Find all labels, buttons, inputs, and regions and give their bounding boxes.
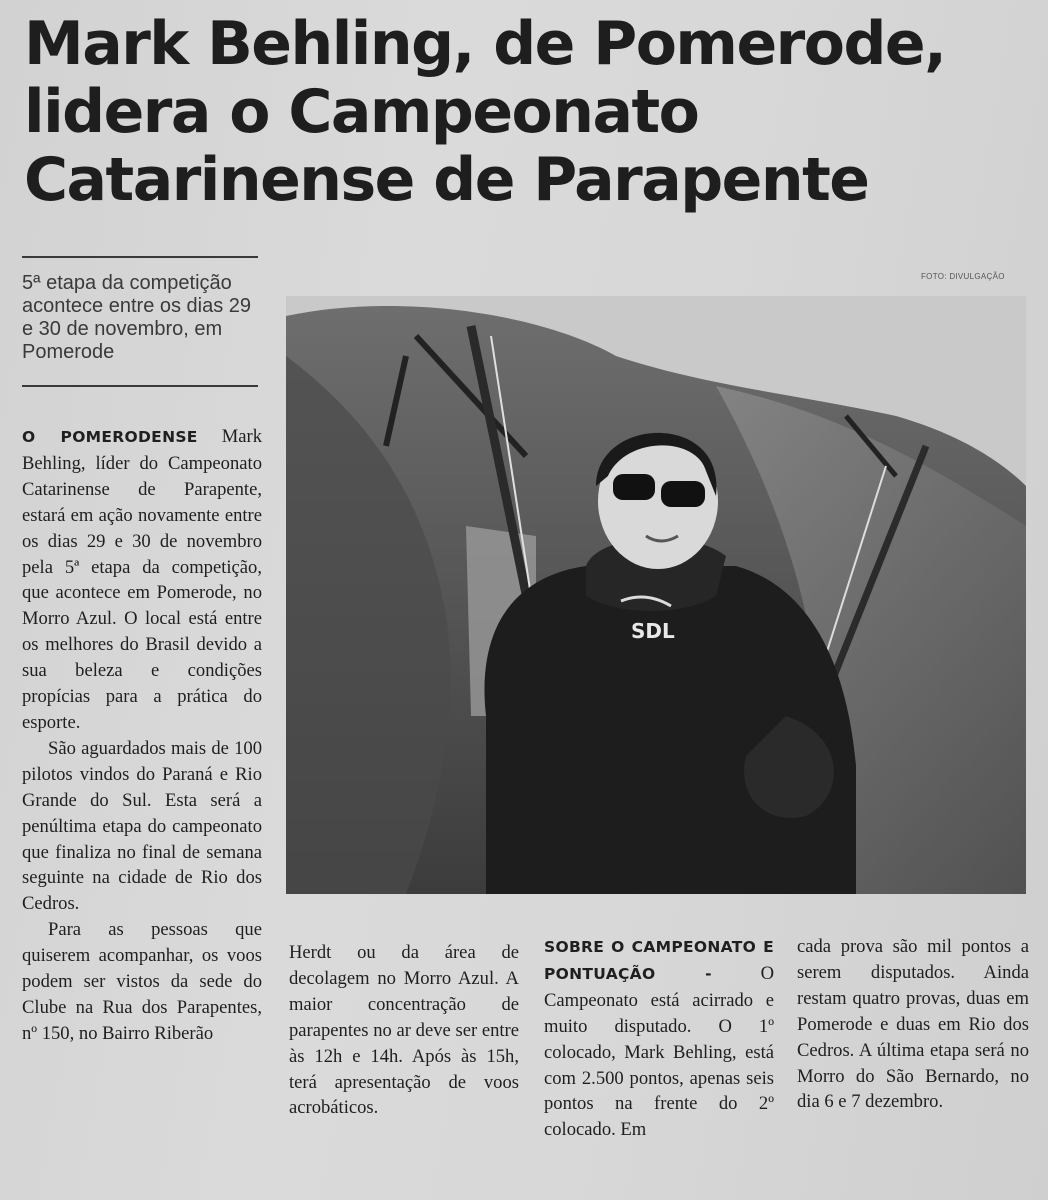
subhead: 5ª etapa da competição acontece entre os dias 29 e 30 de novembro, em Pomerode: [22, 272, 252, 363]
paragraph-1: Mark Behling, líder do Campeonato Catarinense de Parapente, estará em ação novamente entre os dias 29 e 30 de novembro pela 5ª etapa da competição, que acontece em Pomerode, no Morro Azul. O local está entre os melhores do Brasil devido a sua beleza e condições propícias para a prática do esporte.: [22, 426, 262, 733]
divider-top: [22, 256, 258, 258]
paraglider-photo: [286, 296, 1026, 894]
column-1: [22, 424, 262, 1047]
section-label: SOBRE O CAMPEONATO E PONTUAÇÃO -: [544, 938, 774, 983]
headline-line-2: lidera o Campeonato: [24, 77, 699, 147]
paragraph-2: São aguardados mais de 100 pilotos vindos do Paraná e Rio Grande do Sul. Esta será a penúltima etapa do campeonato que finaliza no final de semana seguinte na cidade de Rio dos Cedros.: [22, 737, 262, 915]
headline: [24, 10, 1014, 214]
headline-line-3: Catarinense de Parapente: [24, 145, 869, 215]
paragraph-4a: O Campeonato está acirrado e muito disputado. O 1º colocado, Mark Behling, está com 2.500 pontos, apenas seis pontos na frente do 2º colocado. Em: [544, 962, 774, 1141]
sdl-logo: SDL: [631, 619, 675, 643]
column-3: [544, 934, 774, 1143]
headline-line-1: Mark Behling, de Pomerode,: [24, 9, 946, 79]
lead-label: O POMERODENSE: [22, 428, 198, 446]
photo-credit: FOTO: DIVULGAÇÃO: [921, 272, 1005, 281]
paragraph-3a: Para as pessoas que quiserem acompanhar, os voos podem ser vistos da sede do Clube na Rua dos Parapentes, nº 150, no Bairro Riberão: [22, 919, 262, 1044]
paragraph-4b: cada prova são mil pontos a serem disputados. Ainda restam quatro provas, duas em Pomerode e duas em Rio dos Cedros. A última etapa será no Morro do São Bernardo, no dia 6 e 7 dezembro.: [797, 936, 1029, 1113]
column-4: [797, 934, 1029, 1115]
divider-bottom: [22, 385, 258, 387]
column-2: [289, 940, 519, 1121]
paragraph-3b: Herdt ou da área de decolagem no Morro Azul. A maior concentração de parapentes no ar deve ser entre às 12h e 14h. Após às 15h, terá apresentação de voos acrobáticos.: [289, 942, 519, 1119]
